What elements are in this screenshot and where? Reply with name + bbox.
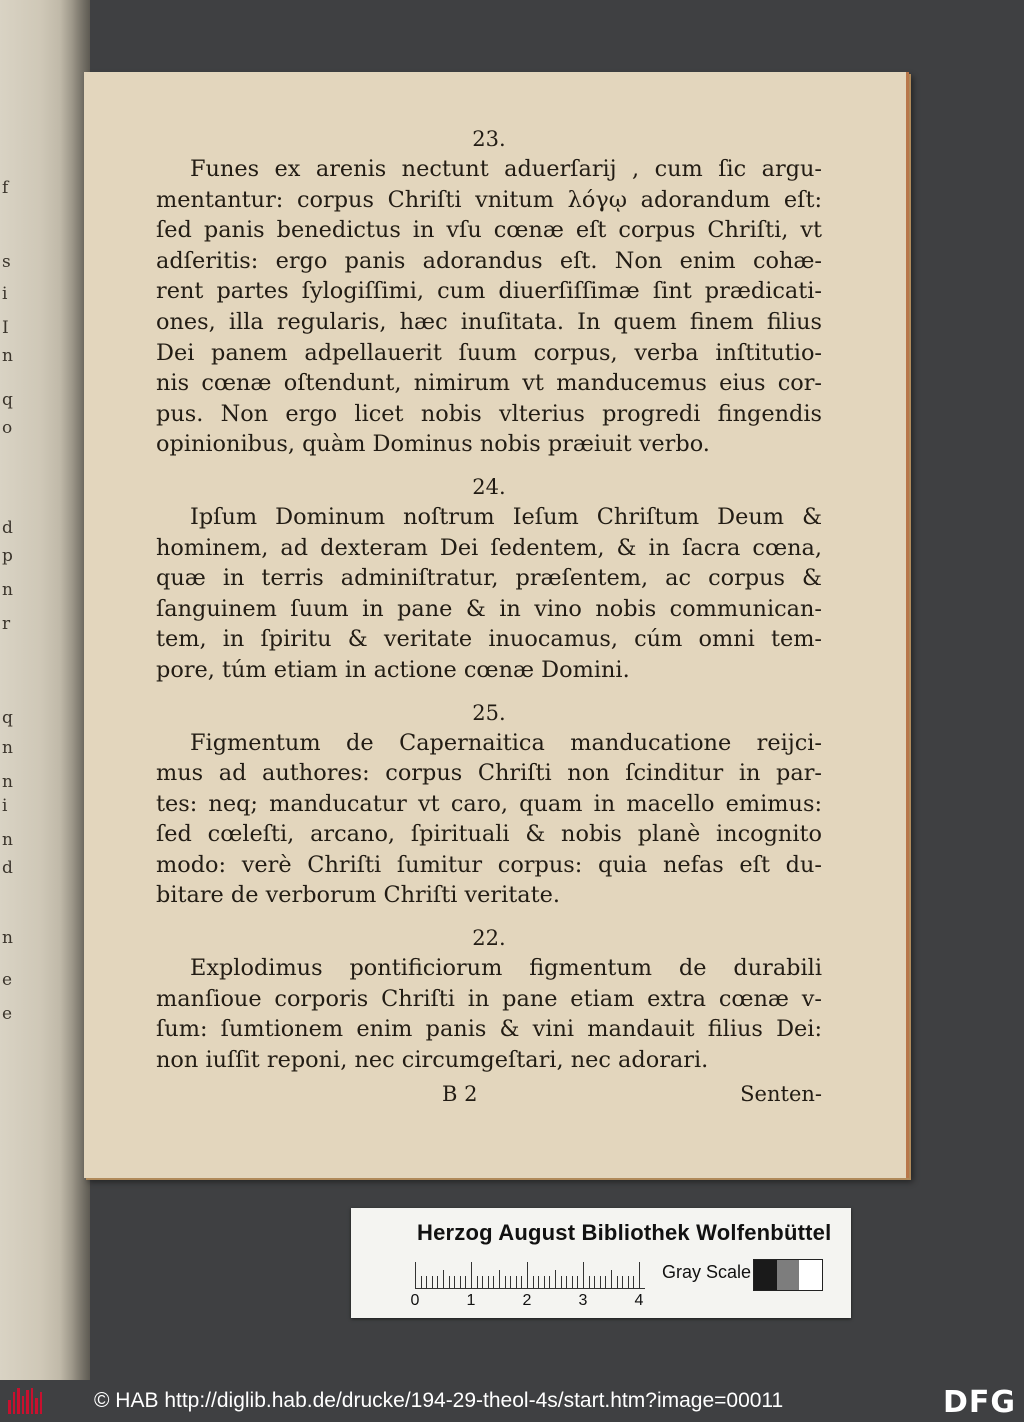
- ruler-tick: [533, 1276, 534, 1288]
- ruler-tick: [421, 1276, 422, 1288]
- ruler-tick: [449, 1276, 450, 1288]
- margin-letter: e: [2, 970, 13, 990]
- ruler-tick: [460, 1276, 461, 1288]
- margin-letter: i: [2, 284, 8, 304]
- ruler-tick: [544, 1276, 545, 1288]
- logo-bar: [13, 1392, 16, 1414]
- ruler-tick: [628, 1276, 629, 1288]
- margin-letter: r: [2, 614, 11, 634]
- ruler-tick: [594, 1276, 595, 1288]
- gray-swatch: [777, 1260, 800, 1290]
- text-line: pore, túm etiam in actione cœnæ Domini.: [156, 656, 630, 683]
- ruler-tick: [527, 1262, 528, 1288]
- ruler-ticks: [415, 1258, 645, 1289]
- text-line: ſum: ſumtionem enim panis & vini mandauit filius Dei:: [156, 1016, 822, 1043]
- ruler-number: 1: [466, 1292, 476, 1309]
- text-line: tem, in ſpiritu & veritate inuocamus, cúm omni tem-: [156, 626, 822, 653]
- logo-bar: [17, 1388, 20, 1414]
- text-line: ſed cœleſti, arcano, ſpirituali & nobis planè incognito: [156, 821, 822, 848]
- ruler-tick: [561, 1276, 562, 1288]
- margin-letter: n: [2, 772, 13, 792]
- logo-bar: [26, 1390, 29, 1414]
- source-url[interactable]: © HAB http://diglib.hab.de/drucke/194-29-theol-4s/start.htm?image=00011: [94, 1389, 784, 1412]
- ruler-tick: [622, 1276, 623, 1288]
- margin-letter: n: [2, 830, 13, 850]
- ruler-tick: [583, 1262, 584, 1288]
- margin-letter: s: [2, 252, 11, 272]
- logo-bar: [40, 1392, 43, 1414]
- ruler-tick: [555, 1270, 556, 1288]
- ruler-tick: [432, 1276, 433, 1288]
- ruler-tick: [572, 1276, 573, 1288]
- book-page: [84, 72, 909, 1178]
- ruler-tick: [566, 1276, 567, 1288]
- text-line: opinionibus, quàm Dominus nobis præiuit verbo.: [156, 431, 710, 458]
- paragraph: [156, 154, 822, 460]
- ruler-tick: [516, 1276, 517, 1288]
- ruler-tick: [510, 1276, 511, 1288]
- gray-scale-swatches: [753, 1259, 823, 1291]
- ruler-tick: [589, 1276, 590, 1288]
- text-line: mus ad authores: corpus Chriſti non ſcinditur in par-: [156, 760, 822, 787]
- ruler-tick: [493, 1276, 494, 1288]
- text-line: nis cœnæ oſtendunt, nimirum vt manducemus eius cor-: [156, 370, 822, 397]
- page-footer: [156, 1079, 822, 1110]
- hab-logo-icon[interactable]: [8, 1388, 42, 1414]
- margin-letter: q: [2, 708, 13, 728]
- margin-letter: d: [2, 518, 13, 538]
- margin-letter: n: [2, 738, 13, 758]
- ruler-tick: [633, 1276, 634, 1288]
- dfg-logo[interactable]: DFG: [942, 1385, 1016, 1420]
- text-line: ſanguinem ſuum in pane & in vino nobis communican-: [156, 595, 822, 622]
- text-line: manſioue corporis Chriſti in pane etiam extra cœnæ v-: [156, 985, 822, 1012]
- section-number: 23.: [472, 127, 506, 151]
- library-title: Herzog August Bibliothek Wolfenbüttel: [417, 1220, 832, 1245]
- text-line: hominem, ad dexteram Dei ſedentem, & in ſacra cœna,: [156, 534, 822, 561]
- logo-bar: [8, 1400, 11, 1414]
- text-line: Ipſum Dominum noſtrum Ieſum Chriſtum Deum &: [190, 503, 822, 530]
- paragraph: [156, 953, 822, 1075]
- text-line: Figmentum de Capernaitica manducatione reijci-: [190, 729, 822, 756]
- paragraph: [156, 728, 822, 912]
- text-line: Funes ex arenis nectunt aduerſarij , cum ſic argu-: [190, 156, 822, 182]
- ruler-tick: [488, 1276, 489, 1288]
- ruler-tick: [617, 1276, 618, 1288]
- text-line: Dei panem adpellauerit ſuum corpus, verba inſtitutio-: [156, 339, 822, 366]
- margin-letter: f: [2, 178, 9, 198]
- margin-letter: n: [2, 580, 13, 600]
- margin-letter: d: [2, 858, 13, 878]
- ruler-tick: [477, 1276, 478, 1288]
- margin-letter: e: [2, 1004, 13, 1024]
- signature-mark: B 2: [442, 1082, 478, 1107]
- section-number: 24.: [472, 474, 506, 499]
- library-label: [351, 1208, 851, 1318]
- logo-bar: [35, 1398, 38, 1414]
- text-line: modo: verè Chriſti ſumitur corpus: quia nefas eſt du-: [156, 851, 822, 878]
- text-line: rent partes ſylogiſſimi, cum diuerſiſſimæ ſint prædicati-: [156, 278, 822, 305]
- text-line: quæ in terris adminiſtratur, præſentem, ac corpus &: [156, 565, 822, 592]
- ruler-tick: [465, 1276, 466, 1288]
- margin-letter: n: [2, 928, 13, 948]
- margin-letter: i: [2, 796, 8, 816]
- text-line: pus. Non ergo licet nobis vlterius progredi fingendis: [156, 400, 822, 427]
- text-line: ſed panis benedictus in vſu cœnæ eſt corpus Chriſti, vt: [156, 217, 822, 244]
- margin-letter: o: [2, 418, 13, 438]
- text-line: tes: neq; manducatur vt caro, quam in macello emimus:: [156, 790, 822, 817]
- gray-swatch: [754, 1260, 777, 1290]
- viewer-footer: [0, 1380, 1024, 1422]
- text-line: bitare de verborum Chriſti veritate.: [156, 882, 560, 909]
- section-number: 25.: [472, 700, 506, 725]
- page-text: [156, 124, 822, 1110]
- ruler-tick: [611, 1270, 612, 1288]
- margin-letter: p: [2, 546, 13, 566]
- ruler-tick: [538, 1276, 539, 1288]
- text-line: non iuſſit reponi, nec circumgeſtari, nec adorari.: [156, 1046, 709, 1073]
- section-number: 22.: [472, 926, 506, 951]
- text-line: ones, illa regularis, hæc inuſitata. In quem finem filius: [156, 308, 822, 335]
- ruler-tick: [577, 1276, 578, 1288]
- margin-letter: I: [2, 318, 9, 338]
- ruler-tick: [426, 1276, 427, 1288]
- ruler-tick: [499, 1270, 500, 1288]
- ruler-number: 3: [578, 1292, 588, 1309]
- catchword: Senten-: [740, 1082, 822, 1107]
- ruler-number: 2: [522, 1292, 532, 1309]
- ruler-tick: [605, 1276, 606, 1288]
- ruler-tick: [454, 1276, 455, 1288]
- ruler-tick: [505, 1276, 506, 1288]
- ruler-number: 4: [634, 1292, 644, 1309]
- ruler-tick: [639, 1262, 640, 1288]
- text-line: mentantur: corpus Chriſti vnitum λόγῳ adorandum eſt:: [156, 186, 822, 213]
- margin-letter: n: [2, 346, 13, 366]
- ruler-tick: [443, 1270, 444, 1288]
- logo-bar: [31, 1388, 34, 1414]
- ruler-number: 0: [410, 1292, 420, 1309]
- paragraph: [156, 502, 822, 686]
- margin-letter: q: [2, 390, 13, 410]
- ruler-tick: [415, 1262, 416, 1288]
- ruler-tick: [521, 1276, 522, 1288]
- ruler-tick: [471, 1262, 472, 1288]
- ruler-tick: [549, 1276, 550, 1288]
- ruler-tick: [482, 1276, 483, 1288]
- logo-bar: [22, 1396, 25, 1414]
- text-line: Explodimus pontificiorum figmentum de durabili: [190, 955, 822, 982]
- ruler-tick: [437, 1276, 438, 1288]
- text-line: adſeritis: ergo panis adorandus eſt. Non enim cohæ-: [156, 247, 822, 274]
- gray-scale-label: Gray Scale: [662, 1262, 752, 1282]
- ruler-tick: [600, 1276, 601, 1288]
- scale-ruler: [410, 1258, 655, 1309]
- gray-swatch: [799, 1260, 822, 1290]
